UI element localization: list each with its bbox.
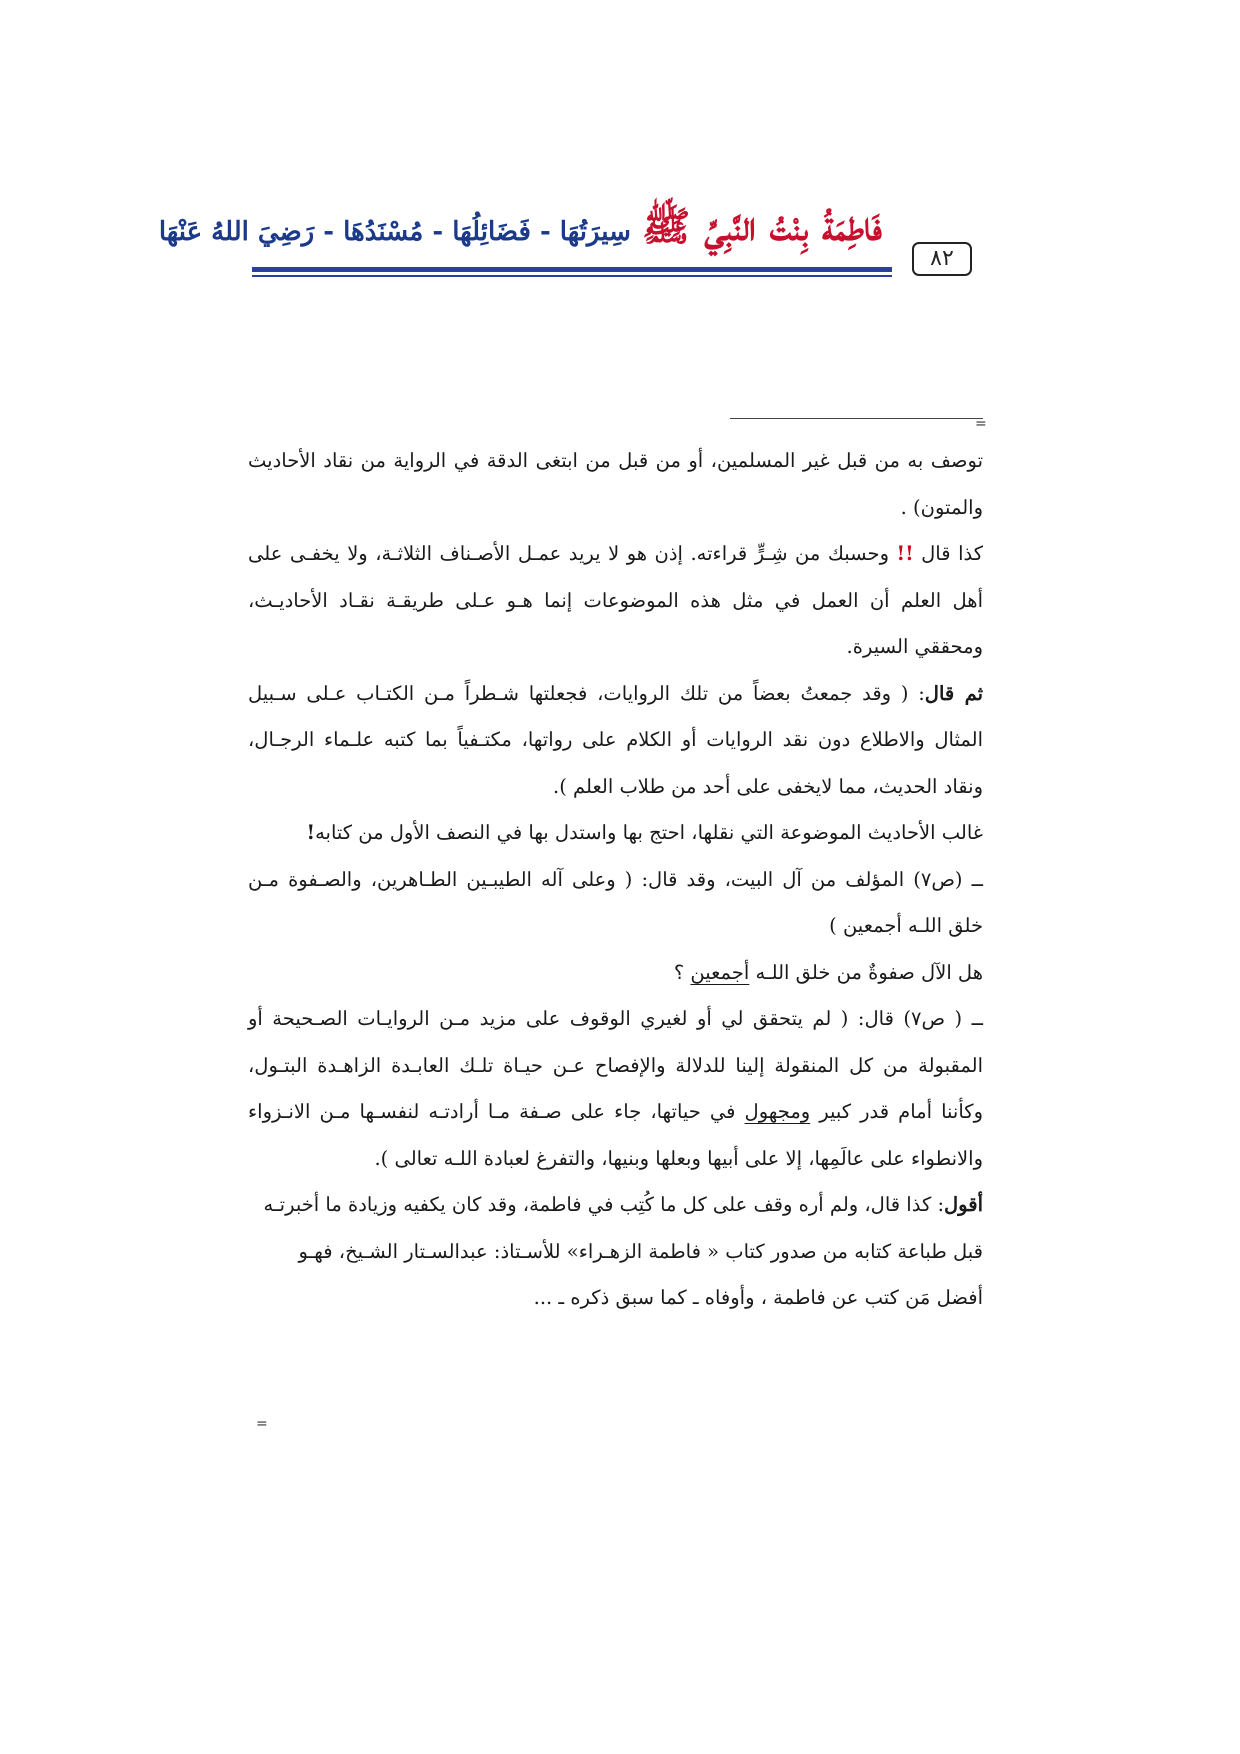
paragraph-1: توصف به من قبل غير المسلمين، أو من قبل من ابتغى الدقة في الرواية من نقاد الأحاديث والمتون) .: [248, 449, 983, 519]
book-title-main: فَاطِمَةُ بِنْتُ النَّبِيِّ ﷺ: [642, 203, 882, 250]
paragraph-2: كذا قال !! وحسبك من شِـرٍّ قراءته. إذن هو لا يريد عمـل الأصـناف الثلاثـة، ولا يخفـى على أهل العلم أن العمل في مثل هذه الموضوعات إنما هـو عـلى طريقـة نقـاد الأحاديـث، ومحققي السيرة.: [248, 542, 984, 658]
header-rule-thin: [252, 275, 892, 277]
paragraph-6: هل الآل صفوةٌ من خلق اللـه أجمعين ؟: [673, 960, 983, 984]
paragraph-5: ــ (ص٧) المؤلف من آل البيت، وقد قال: ( وعلى آله الطيبـين الطـاهرين، والصـفوة مـن خلق اللـه أجمعين ): [248, 867, 984, 937]
page-number: ٨٢: [912, 242, 972, 276]
footnote-continuation-mark-top: =: [975, 416, 987, 432]
paragraph-3: ثم قال: ( وقد جمعتُ بعضاً من تلك الروايات، فجعلتها شـطراً مـن الكتـاب عـلى سـبيل المثال والاطلاع دون نقد الروايات أو الكلام على رواتها، مكتـفياً بما كتبه علـماء الرجـال، ونقاد الحديث، مما لايخفى على أحد من طلاب العلم ).: [248, 681, 983, 798]
label-i-say: أقول: [944, 1193, 983, 1216]
exclamation-mark: !!: [896, 542, 914, 565]
footnote-continuation-mark-bottom: =: [256, 1416, 268, 1432]
label-then-he-said: ثم قال: [924, 681, 983, 705]
page-header: [158, 190, 997, 280]
footnote-separator: [730, 418, 983, 419]
paragraph-8: أقول: كذا قال، ولم أره وقف على كل ما كُتِب في فاطمة، وقد كان يكفيه وزيادة ما أخبرتـه قبل طباعة كتابه من صدور كتاب « فاطمة الزهـراء» للأسـتاذ: عبدالسـتار الشـيخ، فهـو أفضل مَن كتب عن فاطمة ، وأوفاه ـ كما سبق ذكره ـ ...: [263, 1193, 983, 1309]
page-body: [248, 438, 983, 1322]
header-rule-thick: [252, 267, 892, 272]
book-title: [158, 190, 882, 264]
paragraph-7: ــ ( ص٧) قال: ( لم يتحقق لي أو لغيري الوقوف على مزيد مـن الروايـات الصـحيحة أو المقبولة من كل المنقولة إلينا للدلالة والإفصاح عـن حيـاة تلـك العابـدة الزاهـدة البتـول، وكأننا أمام قدر كبير ومجهول في حياتها، جاء على صـفة مـا أرادتـه لنفسـها مـن الانـزواء والانطواء على عالَمِها، إلا على أبيها وبعلها وبنيها، والتفرغ لعبادة اللـه تعالى ).: [248, 1007, 983, 1170]
paragraph-4: غالب الأحاديث الموضوعة التي نقلها، احتج بها واستدل بها في النصف الأول من كتابه!: [306, 821, 983, 844]
book-title-subtitle: سِيرَتُهَا - فَضَائِلُهَا - مُسْنَدُهَا - رَضِيَ اللهُ عَنْهَا: [158, 217, 631, 247]
